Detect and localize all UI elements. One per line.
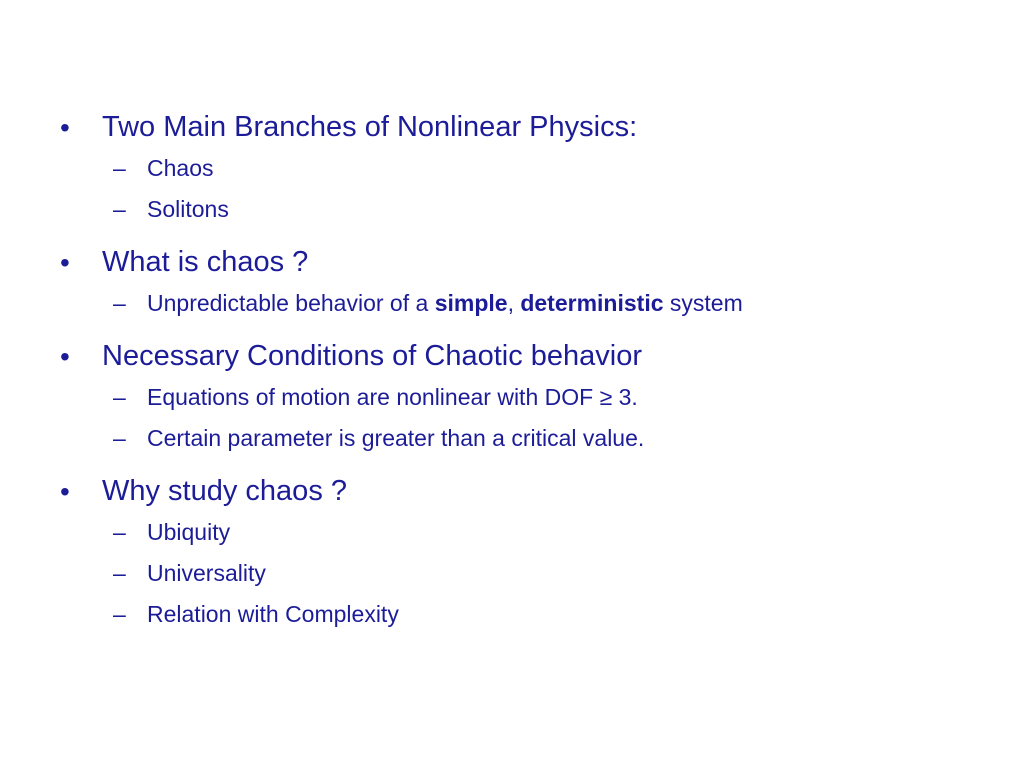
sub-item: [102, 283, 998, 324]
sub-item-text: Equations of motion are nonlinear with DOF ≥ 3.: [147, 384, 638, 410]
bold-term-deterministic: deterministic: [520, 290, 664, 316]
bullet-marker: •: [60, 476, 70, 507]
dash-marker: –: [113, 425, 126, 451]
dash-marker: –: [113, 155, 126, 181]
sub-item-text-separator: ,: [507, 290, 521, 316]
sub-item-text: Certain parameter is greater than a critical value.: [147, 425, 645, 451]
dash-marker: –: [113, 196, 126, 222]
sub-item: [102, 594, 998, 635]
dash-marker: –: [113, 560, 126, 586]
sub-list: [102, 512, 998, 635]
bullet-marker: •: [60, 112, 70, 143]
sub-item-text: Universality: [147, 560, 266, 586]
sub-item: [102, 148, 998, 189]
bullet-text: Why study chaos ?: [102, 475, 347, 507]
sub-list: [102, 377, 998, 459]
bullet-marker: •: [60, 341, 70, 372]
sub-item: [102, 553, 998, 594]
bullet-marker: •: [60, 247, 70, 278]
sub-item: [102, 377, 998, 418]
sub-list: [102, 148, 998, 230]
bullet-item: [58, 337, 998, 459]
bullet-item: [58, 243, 998, 324]
bullet-text: Necessary Conditions of Chaotic behavior: [102, 340, 642, 372]
bullet-item: [58, 472, 998, 635]
sub-list: [102, 283, 998, 324]
sub-item-text-pre: Unpredictable behavior of a: [147, 290, 435, 316]
dash-marker: –: [113, 290, 126, 316]
sub-item-text: Chaos: [147, 155, 214, 181]
bullet-list: [58, 108, 998, 635]
sub-item-text: Solitons: [147, 196, 229, 222]
bullet-item: [58, 108, 998, 230]
bold-term-simple: simple: [434, 290, 508, 316]
sub-item-text-post: system: [663, 290, 743, 316]
sub-item-text: Ubiquity: [147, 519, 231, 545]
bullet-text: What is chaos ?: [102, 246, 309, 278]
sub-item: [102, 512, 998, 553]
sub-item-text: Relation with Complexity: [147, 601, 399, 627]
sub-item: [102, 418, 998, 459]
dash-marker: –: [113, 384, 126, 410]
dash-marker: –: [113, 519, 126, 545]
dash-marker: –: [113, 601, 126, 627]
sub-item: [102, 189, 998, 230]
bullet-text: Two Main Branches of Nonlinear Physics:: [102, 111, 638, 143]
